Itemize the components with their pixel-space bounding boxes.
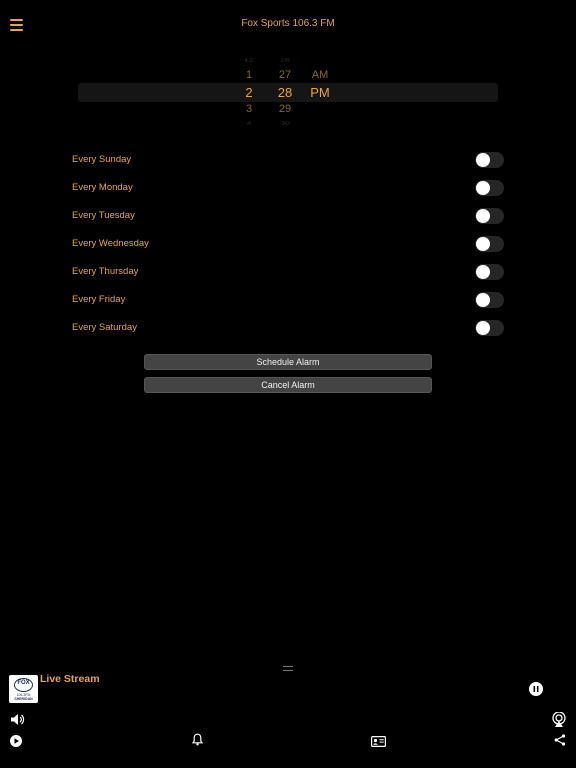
cancel-alarm-button[interactable]: Cancel Alarm	[144, 377, 432, 393]
stream-title: Live Stream	[40, 673, 100, 685]
day-row-monday	[60, 176, 516, 200]
share-icon	[554, 734, 566, 746]
toggle-monday[interactable]	[475, 180, 504, 196]
day-row-wednesday	[60, 232, 516, 256]
share-button[interactable]	[554, 733, 566, 751]
airplay-icon	[551, 712, 567, 727]
toggle-thursday[interactable]	[475, 264, 504, 280]
day-row-tuesday	[60, 204, 516, 228]
hour-option: 3	[245, 103, 253, 115]
day-label: Every Sunday	[72, 154, 132, 165]
toggle-knob	[476, 209, 490, 223]
alarm-button[interactable]	[192, 733, 203, 751]
day-label: Every Tuesday	[72, 210, 135, 221]
drawer-handle[interactable]	[283, 666, 293, 671]
logo-frequency: 106.3FM	[16, 693, 31, 697]
day-label: Every Saturday	[72, 322, 137, 333]
day-row-friday	[60, 288, 516, 312]
minute-option: 29	[278, 103, 292, 115]
toggle-knob	[476, 293, 490, 307]
toggle-tuesday[interactable]	[475, 208, 504, 224]
day-label: Every Thursday	[72, 266, 139, 277]
airplay-button[interactable]	[551, 712, 567, 732]
contact-card-icon	[371, 736, 386, 747]
play-icon	[10, 735, 22, 747]
hour-option: 1	[245, 69, 253, 81]
day-row-saturday	[60, 316, 516, 340]
volume-button[interactable]	[10, 713, 25, 731]
day-row-sunday	[60, 148, 516, 172]
volume-icon	[10, 713, 25, 726]
period-option: AM	[311, 69, 329, 81]
day-label: Every Wednesday	[72, 238, 149, 249]
toggle-friday[interactable]	[475, 292, 504, 308]
toggle-sunday[interactable]	[475, 152, 504, 168]
minute-option: 30	[279, 120, 290, 126]
minute-option: 27	[278, 69, 292, 81]
toggle-knob	[476, 265, 490, 279]
contact-button[interactable]	[371, 734, 386, 752]
toggle-knob	[476, 237, 490, 251]
minute-wheel[interactable]	[270, 55, 300, 127]
toggle-knob	[476, 181, 490, 195]
day-label: Every Friday	[72, 294, 126, 305]
pause-icon	[529, 682, 543, 696]
schedule-alarm-button[interactable]: Schedule Alarm	[144, 354, 432, 370]
alarm-bell-icon	[192, 733, 203, 746]
period-wheel[interactable]	[305, 55, 335, 127]
logo-city: SHERIDAN	[14, 697, 33, 701]
day-label: Every Monday	[72, 182, 133, 193]
day-row-thursday	[60, 260, 516, 284]
hour-wheel[interactable]	[234, 55, 264, 127]
minute-option: 26	[279, 57, 290, 63]
period-option-selected: PM	[310, 85, 330, 100]
toggle-saturday[interactable]	[475, 320, 504, 336]
toggle-knob	[476, 321, 490, 335]
toggle-wednesday[interactable]	[475, 236, 504, 252]
station-logo	[9, 675, 38, 703]
logo-brand: FOX	[17, 680, 30, 686]
play-button[interactable]	[10, 734, 22, 752]
hour-option: 4	[246, 120, 252, 126]
hour-option: 12	[243, 57, 254, 63]
toggle-knob	[476, 153, 490, 167]
pause-button[interactable]	[529, 682, 543, 701]
minute-option-selected: 28	[277, 85, 293, 100]
page-title: Fox Sports 106.3 FM	[241, 18, 335, 29]
hour-option-selected: 2	[245, 85, 253, 100]
